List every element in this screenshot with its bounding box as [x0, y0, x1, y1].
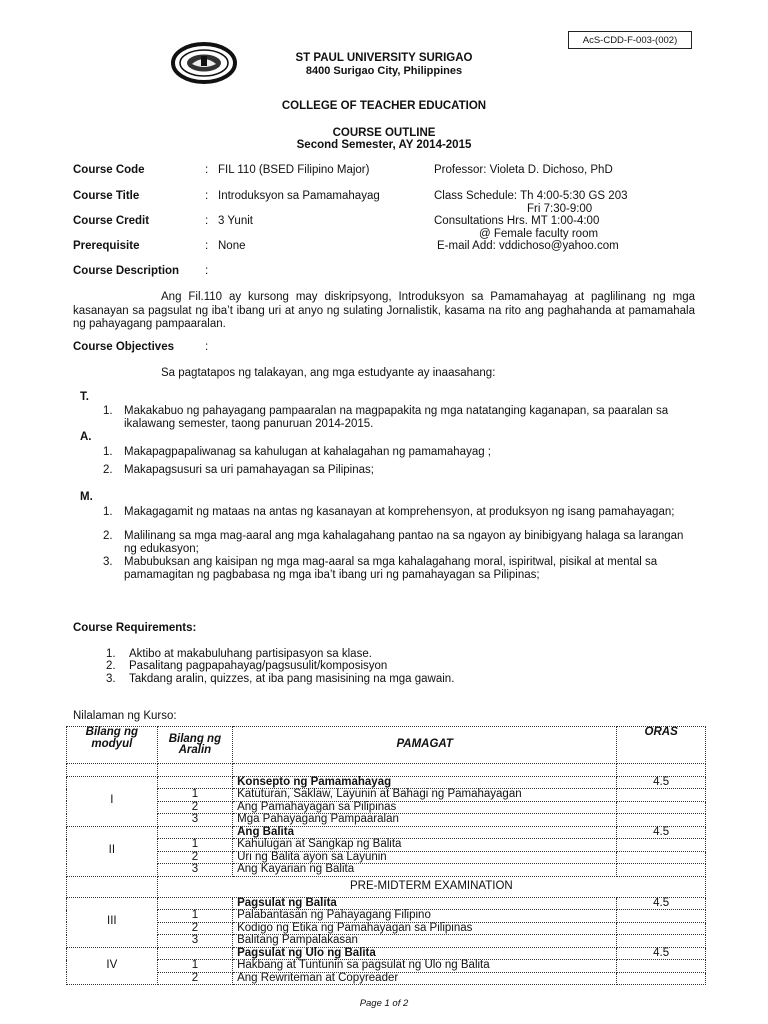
module-number: III [67, 897, 158, 947]
table-cell [617, 814, 706, 827]
table-row [67, 960, 706, 973]
consultation-hours: Consultations Hrs. MT 1:00-4:00 [434, 215, 600, 227]
table-cell [157, 947, 232, 960]
table-row [67, 789, 706, 802]
table-row [67, 897, 706, 910]
table-row [67, 776, 706, 789]
objective-number: 2. [103, 530, 113, 542]
class-schedule: Class Schedule: Th 4:00-5:30 GS 203 [434, 190, 628, 202]
table-row [67, 801, 706, 814]
table-cell [617, 922, 706, 935]
university-name: ST PAUL UNIVERSITY SURIGAO [295, 52, 473, 64]
module-hours: 4.5 [617, 776, 706, 789]
table-row [67, 764, 706, 777]
lesson-title: Palabantasan ng Pahayagang Filipino [233, 910, 617, 923]
table-cell [67, 876, 158, 897]
module-number: IV [67, 947, 158, 985]
colon: : [205, 164, 209, 176]
course-code: FIL 110 (BSED Filipino Major) [218, 164, 370, 176]
lesson-number: 2 [157, 851, 232, 864]
email-link[interactable]: E-mail Add: vddichoso@yahoo.com [437, 240, 619, 252]
objective-number: 2. [103, 464, 113, 476]
module-hours: 4.5 [617, 947, 706, 960]
course-content-table [66, 726, 706, 985]
table-row [67, 935, 706, 948]
colon: : [205, 240, 209, 252]
course-description-label: Course Description [73, 265, 180, 277]
lesson-number: 2 [157, 922, 232, 935]
objective-group-letter: A. [80, 431, 92, 443]
module-title: Pagsulat ng Ulo ng Balita [233, 947, 617, 960]
college-name: COLLEGE OF TEACHER EDUCATION [281, 100, 487, 112]
lesson-number: 1 [157, 839, 232, 852]
objective-group-letter: T. [80, 391, 89, 403]
table-cell [617, 910, 706, 923]
lesson-number: 1 [157, 910, 232, 923]
objective-number: 1. [103, 446, 113, 458]
course-code-label: Course Code [73, 164, 145, 176]
objective-number: 1. [103, 405, 113, 417]
table-cell [67, 764, 158, 777]
table-cell [617, 801, 706, 814]
lesson-title: Ang Kayarian ng Balita [233, 864, 617, 877]
course-content-label: Nilalaman ng Kurso: [73, 710, 177, 722]
lesson-title: Kahulugan at Sangkap ng Balita [233, 839, 617, 852]
module-hours: 4.5 [617, 826, 706, 839]
requirement-item: Pasalitang pagpapahayag/pagsusulit/komposisyon [129, 660, 388, 672]
prerequisite: None [218, 240, 246, 252]
header-oras: ORAS [617, 727, 706, 764]
lesson-title: Balitang Pampalakasan [233, 935, 617, 948]
professor: Professor: Violeta D. Dichoso, PhD [434, 164, 613, 176]
table-cell [233, 764, 617, 777]
document-title: COURSE OUTLINE [332, 127, 436, 139]
table-cell [157, 897, 232, 910]
colon: : [205, 190, 209, 202]
table-row [67, 947, 706, 960]
objective-item: Makapagsusuri sa uri pamahayagan sa Pilipinas; [124, 464, 374, 476]
objective-item: Malilinang sa mga mag-aaral ang mga kahalagahang pantao na sa ngayon ay binibigyang halaga sa larangan ng edukasyon; [124, 530, 684, 555]
objectives-intro: Sa pagtatapos ng talakayan, ang mga estudyante ay inaasahang: [161, 367, 496, 379]
objective-number: 3. [103, 556, 113, 568]
table-cell [617, 789, 706, 802]
university-address: 8400 Surigao City, Philippines [305, 65, 463, 77]
course-title-label: Course Title [73, 190, 140, 202]
colon: : [205, 265, 209, 277]
table-cell [617, 764, 706, 777]
lesson-title: Katuturan, Saklaw, Layunin at Bahagi ng Pamahayagan [233, 789, 617, 802]
table-cell [617, 839, 706, 852]
objective-group-letter: M. [80, 491, 93, 503]
class-schedule-fri: Fri 7:30-9:00 [527, 203, 593, 215]
semester: Second Semester, AY 2014-2015 [296, 139, 472, 151]
module-hours: 4.5 [617, 897, 706, 910]
table-cell [617, 935, 706, 948]
course-credit-label: Course Credit [73, 215, 150, 227]
lesson-number: 3 [157, 935, 232, 948]
table-row [67, 851, 706, 864]
header-aralin: Bilang ng Aralin [157, 727, 232, 764]
table-cell [157, 826, 232, 839]
lesson-title: Ang Pamahayagan sa Pilipinas [233, 801, 617, 814]
course-credit: 3 Yunit [218, 215, 253, 227]
table-cell [157, 764, 232, 777]
page-footer: Page 1 of 2 [359, 998, 409, 1009]
module-title: Pagsulat ng Balita [233, 897, 617, 910]
header-modyul: Bilang ng modyul [67, 727, 158, 764]
lesson-number: 2 [157, 801, 232, 814]
requirement-item: Aktibo at makabuluhang partisipasyon sa klase. [129, 648, 372, 660]
table-header-row [67, 727, 706, 764]
lesson-number: 1 [157, 789, 232, 802]
lesson-title: Hakbang at Tuntunin sa pagsulat ng Ulo ng Balita [233, 960, 617, 973]
course-requirements-label: Course Requirements: [73, 622, 197, 634]
lesson-title: Uri ng Balita ayon sa Layunin [233, 851, 617, 864]
table-row [67, 814, 706, 827]
lesson-title: Ang Rewriteman at Copyreader [233, 972, 617, 985]
table-cell [157, 776, 232, 789]
objective-item: Mabubuksan ang kaisipan ng mga mag-aaral sa mga kahalagahang moral, ispiritwal, pisikal at mental sa pamamagitan ng pagbabasa ng mga iba’t ibang uri ng pamahayagan sa Pilipinas; [124, 556, 658, 581]
table-row [67, 839, 706, 852]
table-row [67, 864, 706, 877]
objective-item: Makakabuo ng pahayagang pampaaralan na magpapakita ng mga natatanging kaganapan, sa paaralan sa ikalawang semester, taong panuruan 2014-2015. [124, 405, 669, 430]
objective-item: Makagagamit ng mataas na antas ng kasanayan at komprehensyon, at produksyon ng isang pamahayagan; [124, 506, 675, 518]
lesson-number: 3 [157, 814, 232, 827]
module-title: Ang Balita [233, 826, 617, 839]
document-code-box: AcS-CDD-F-003-(002) [568, 31, 692, 49]
lesson-number: 1 [157, 960, 232, 973]
lesson-number: 2 [157, 972, 232, 985]
table-row [67, 910, 706, 923]
header-pamagat: PAMAGAT [233, 727, 617, 764]
objective-item: Makapagpapaliwanag sa kahulugan at kahalagahan ng pamamahayag ; [124, 446, 491, 458]
table-cell [617, 864, 706, 877]
requirement-number: 3. [106, 673, 116, 685]
colon: : [205, 341, 209, 353]
course-description-text: Ang Fil.110 ay kursong may diskripsyong, Introduksyon sa Pamamahayag at paglilinang ng mga kasanayan sa pagsulat ng iba’t ibang uri at anyo ng sulating Jornalistik, kasama na rito ang paghahanda at pamamahala ng pahayagang pampaaralan. [73, 291, 695, 330]
table-row [67, 876, 706, 897]
requirement-number: 2. [106, 660, 116, 672]
table-cell [617, 851, 706, 864]
requirement-item: Takdang aralin, quizzes, at iba pang masisining na mga gawain. [129, 673, 455, 685]
pre-midterm-exam: PRE-MIDTERM EXAMINATION [157, 876, 705, 897]
lesson-title: Mga Pahayagang Pampaaralan [233, 814, 617, 827]
module-title: Konsepto ng Pamamahayag [233, 776, 617, 789]
table-cell [617, 960, 706, 973]
lesson-number: 3 [157, 864, 232, 877]
lesson-title: Kodigo ng Etika ng Pamahayagan sa Pilipinas [233, 922, 617, 935]
course-title: Introduksyon sa Pamamahayag [218, 190, 380, 202]
table-row [67, 826, 706, 839]
colon: : [205, 215, 209, 227]
prerequisite-label: Prerequisite [73, 240, 140, 252]
module-number: II [67, 826, 158, 876]
table-row [67, 922, 706, 935]
objective-number: 1. [103, 506, 113, 518]
consultation-room: @ Female faculty room [479, 228, 599, 240]
requirement-number: 1. [106, 648, 116, 660]
module-number: I [67, 776, 158, 826]
table-cell [617, 972, 706, 985]
course-objectives-label: Course Objectives [73, 341, 174, 353]
table-row [67, 972, 706, 985]
